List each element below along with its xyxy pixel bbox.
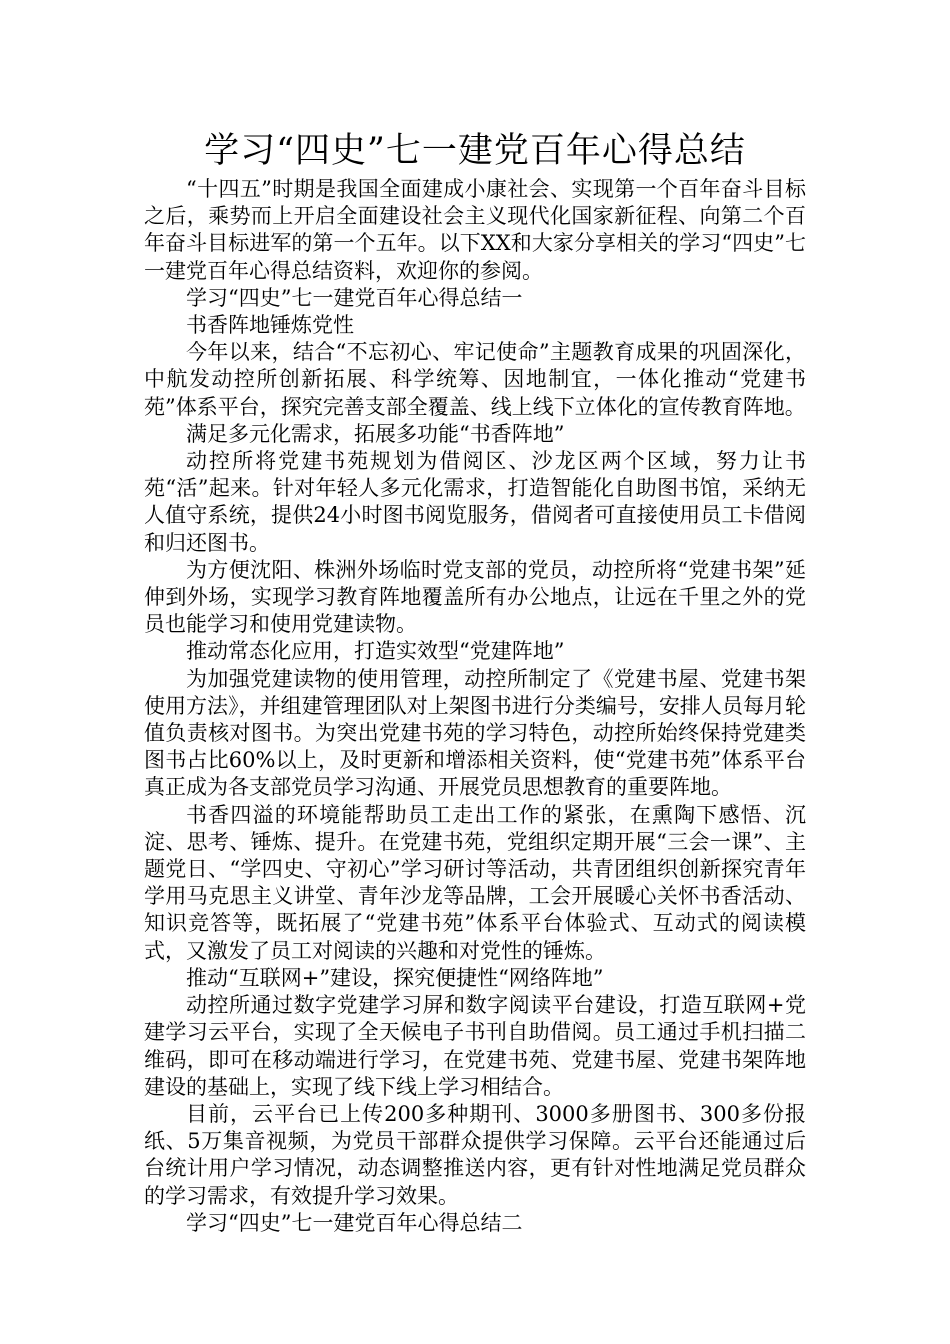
body-paragraph: 动控所将党建书苑规划为借阅区、沙龙区两个区域，努力让书苑“活”起来。针对年轻人多元化需求，打造智能化自助图书馆，采纳无人值守系统，提供24小时图书阅览服务，借阅者可直接使用员工卡借阅和归还图书。 [144, 449, 806, 555]
document-body [144, 176, 806, 1237]
subtitle: 书香阵地锤炼党性 [186, 313, 354, 338]
intro-paragraph: “十四五”时期是我国全面建成小康社会、实现第一个百年奋斗目标之后，乘势而上开启全面建设社会主义现代化国家新征程、向第二个百年奋斗目标进军的第一个五年。以下XX和大家分享相关的学习“四史”七一建党百年心得总结资料，欢迎你的参阅。 [144, 177, 806, 283]
body-paragraph: 动控所通过数字党建学习屏和数字阅读平台建设，打造互联网+党建学习云平台，实现了全天候电子书刊自助借阅。员工通过手机扫描二维码，即可在移动端进行学习，在党建书苑、党建书屋、党建书架阵地建设的基础上，实现了线下线上学习相结合。 [144, 993, 806, 1099]
body-paragraph: 书香四溢的环境能帮助员工走出工作的紧张，在熏陶下感悟、沉淀、思考、锤炼、提升。在党建书苑，党组织定期开展“三会一课”、主题党日、“学四史、守初心”学习研讨等活动，共青团组织创新探究青年学用马克思主义讲堂、青年沙龙等品牌，工会开展暖心关怀书香活动、知识竞答等，既拓展了“党建书苑”体系平台体验式、互动式的阅读模式，又激发了员工对阅读的兴趣和对党性的锤炼。 [144, 802, 806, 963]
subheading: 推动常态化应用，打造实效型“党建阵地” [186, 639, 565, 664]
subheading: 满足多元化需求，拓展多功能“书香阵地” [186, 421, 565, 446]
body-paragraph: 为加强党建读物的使用管理，动控所制定了《党建书屋、党建书架使用方法》，并组建管理团队对上架图书进行分类编号，安排人员每月轮值负责核对图书。为突出党建书苑的学习特色，动控所始终保持党建类图书占比60%以上，及时更新和增添相关资料，使“党建书苑”体系平台真正成为各支部党员学习沟通、开展党员思想教育的重要阵地。 [144, 666, 806, 800]
body-paragraph: 今年以来，结合“不忘初心、牢记使命”主题教育成果的巩固深化，中航发动控所创新拓展、科学统筹、因地制宜，一体化推动“党建书苑”体系平台，探究完善支部全覆盖、线上线下立体化的宣传教育阵地。 [144, 340, 806, 419]
section-heading-1: 学习“四史”七一建党百年心得总结一 [186, 285, 523, 310]
document-page [144, 126, 806, 1237]
body-paragraph: 为方便沈阳、株洲外场临时党支部的党员，动控所将“党建书架”延伸到外场，实现学习教育阵地覆盖所有办公地点，让远在千里之外的党员也能学习和使用党建读物。 [144, 557, 806, 637]
body-paragraph: 目前，云平台已上传200多种期刊、3000多册图书、300多份报纸、5万集音视频，为党员干部群众提供学习保障。云平台还能通过后台统计用户学习情况，动态调整推送内容，更有针对性地满足党员群众的学习需求，有效提升学习效果。 [144, 1101, 806, 1208]
section-heading-2: 学习“四史”七一建党百年心得总结二 [186, 1210, 523, 1235]
subheading: 推动“互联网+”建设，探究便捷性“网络阵地” [186, 965, 604, 990]
document-title: 学习“四史”七一建党百年心得总结 [204, 131, 746, 171]
